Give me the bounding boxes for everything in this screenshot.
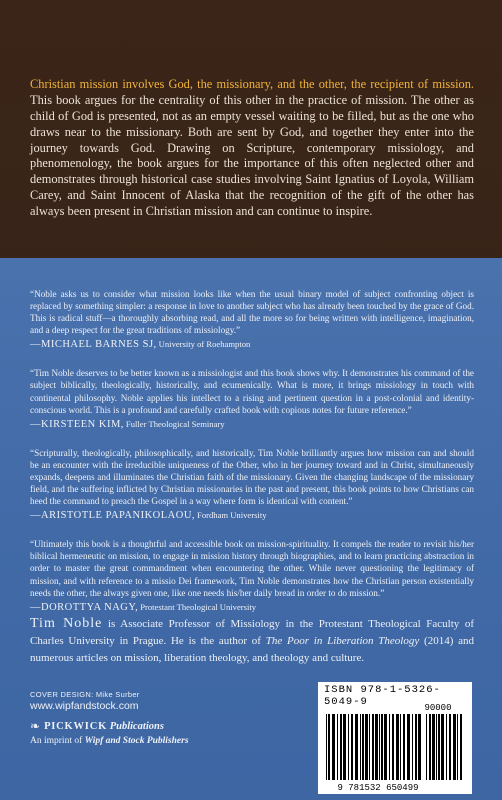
reviews-panel [0,258,502,800]
endorsement-quote: “Noble asks us to consider what mission looks like when the usual binary model of subject confronting object is replaced by something simpler: a response in love to another subject who has already been touched by the grace of God. This is radical stuff—a thoroughly absorbing read, and all the more so for being written with intelligence, imagination, and a deep respect for the great traditions of missiology.” [30,289,474,336]
description-body: This book argues for the centrality of this other in the practice of mission. The other as child of God is presented, not as an empty vessel waiting to be filled, but as the one who draws near to the missionary. Both are sent by God, and together they enter into the journey towards God. Drawing on Scripture, contemporary missiology, and phenomenology, the book argues for the importance of this often neglected other and demonstrates through historical case studies involving Saint Ignatius of Loyola, William Carey, and Saint Innocent of Alaska that the recognition of the gift of the other has always been present in Christian mission and can continue to inspire. [30,93,474,218]
endorsements [30,288,474,630]
endorsement-author [30,419,474,430]
imprint-name: Wipf and Stock Publishers [84,736,189,746]
author-affiliation: University of Roehampton [158,339,251,350]
description-lead: Christian mission involves God, the missionary, and the other, the recipient of mission. [30,77,474,92]
barcode-icon [318,682,472,794]
endorsement [30,288,474,350]
imprint-line [30,736,230,746]
bio-author-name: Tim Noble [30,616,103,631]
book-description [30,77,474,219]
author-name: —ARISTOTLE PAPANIKOLAOU, [30,510,196,522]
publisher-name: PICKWICK [44,721,108,732]
bio-book-title: The Poor in Liberation Theology [265,635,420,647]
ean-digits: 9 781532 650499 [337,783,419,793]
publisher-website: www.wipfandstock.com [30,700,139,712]
price-addon-bars [426,714,462,780]
price-code: 90000 [424,703,452,713]
endorsement-quote: “Scripturally, theologically, philosophically, and historically, Tim Noble brilliantly argues how mission can and should be an encounter with the irreducible uniqueness of the Other, who in her journey toward and in Christ, simultaneously expands, deepens and illuminates the Christian faith of the missionary. Given the changing landscape of the missionary field, and the suffering inflicted by Christian missionaries in the past and present, this book points to how Christians can heed the command to preach the Gospel in a way where form is identical with content.” [30,447,474,507]
endorsement-quote: “Tim Noble deserves to be better known as a missiologist and this book shows why. It demonstrates his command of the subject biblically, theologically, historically, and ecumenically. What is more, it brings missiology in touch with continental philosophy. Noble applies his intellect to a rising and pertinent question in a post-colonial and identity-conscious world. This is a profound and carefully crafted book with copious notes for future reference.” [30,368,474,415]
bio-text-before: is Associate Professor of Missiology in the Protestant Theological Faculty of Charles University in Prague. He is the author of [30,618,475,647]
author-name: —KIRSTEEN KIM, [30,418,124,430]
endorsement-quote: “Ultimately this book is a thoughtful and accessible book on mission-spirituality. It compels the reader to revisit his/her biblical hermeneutic on mission, to engage in mission history through biographies, and to learn practicing abstraction in order to master the great commandment when encountering the other. While never questioning the legitimacy of mission, and with reference to a missio Dei framework, Tim Noble demonstrates how the Christian person existentially needs the other, the always given one, like one needs his/her daily bread in order to do mission.” [30,539,474,598]
endorsement [30,538,474,612]
pickwick-leaf-icon: ❧ [30,719,41,733]
publisher-logo [30,719,230,734]
cover-design-credit: COVER DESIGN: Mike Surber [30,690,140,699]
isbn-label: ISBN 978-1-5326-5049-9 [324,684,441,708]
bio-text-after: (2014) and numerous articles on mission, liberation theology, and theology and culture. [30,635,475,664]
isbn-barcode-box [318,682,472,794]
endorsement-author [30,602,474,613]
author-affiliation: Protestant Theological University [140,601,257,612]
endorsement [30,447,474,521]
author-name: —DOROTTYA NAGY, [30,601,139,613]
author-name: —MICHAEL BARNES SJ, [30,339,157,351]
publisher-suffix: Publications [109,721,164,732]
author-affiliation: Fordham University [197,510,267,521]
publisher-credits [30,690,230,746]
description-panel [0,0,502,258]
endorsement-author [30,339,474,350]
author-bio [30,615,474,667]
endorsement-author [30,510,474,521]
imprint-prefix: An imprint of [30,736,83,746]
author-affiliation: Fuller Theological Seminary [125,418,225,429]
ean-barcode-bars [326,714,421,780]
endorsement [30,367,474,429]
